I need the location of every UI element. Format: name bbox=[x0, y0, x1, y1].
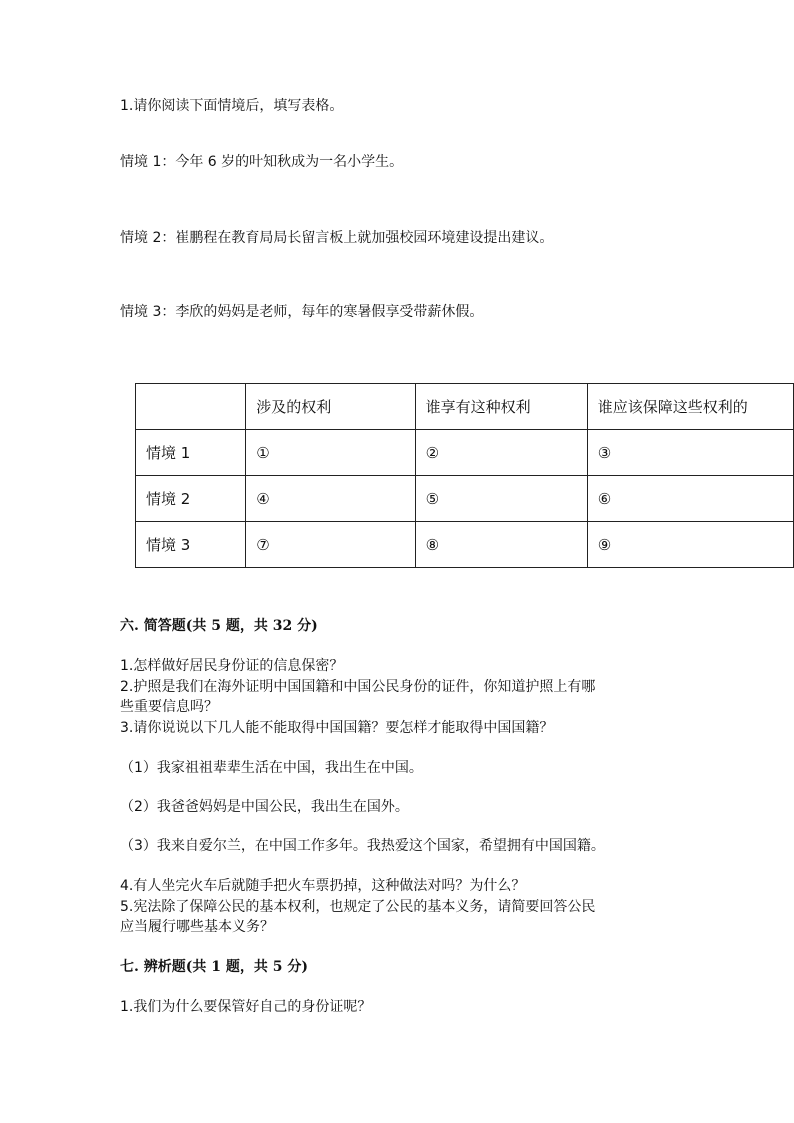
table-cell: ⑥ bbox=[587, 476, 793, 522]
section-6-sub-item-3: （3）我来自爱尔兰，在中国工作多年。我热爱这个国家，希望拥有中国国籍。 bbox=[120, 838, 605, 854]
table-cell: 情境 3 bbox=[136, 522, 246, 568]
scenario-1: 情境 1：今年 6 岁的叶知秋成为一名小学生。 bbox=[120, 154, 404, 170]
table-header-cell: 谁享有这种权利 bbox=[415, 384, 587, 430]
section-6-question-2-line-2: 些重要信息吗？ bbox=[120, 699, 218, 715]
section-6-sub-item-2: （2）我爸爸妈妈是中国公民，我出生在国外。 bbox=[120, 799, 409, 815]
section-6-question-1: 1.怎样做好居民身份证的信息保密？ bbox=[120, 658, 344, 674]
table-header-cell bbox=[136, 384, 246, 430]
section-6-question-4: 4.有人坐完火车后就随手把火车票扔掉，这种做法对吗？为什么？ bbox=[120, 878, 526, 894]
table-cell: ⑦ bbox=[246, 522, 415, 568]
table-cell: 情境 1 bbox=[136, 430, 246, 476]
table-cell: ⑤ bbox=[415, 476, 587, 522]
section-6-question-5-line-1: 5.宪法除了保障公民的基本权利，也规定了公民的基本义务，请简要回答公民 bbox=[120, 899, 596, 915]
table-header-row bbox=[136, 384, 794, 430]
section-6-question-2-line-1: 2.护照是我们在海外证明中国国籍和中国公民身份的证件，你知道护照上有哪 bbox=[120, 679, 596, 695]
table-cell: ① bbox=[246, 430, 415, 476]
table-cell: ④ bbox=[246, 476, 415, 522]
section-6-sub-item-1: （1）我家祖祖辈辈生活在中国，我出生在中国。 bbox=[120, 760, 423, 776]
intro-question: 1.请你阅读下面情境后，填写表格。 bbox=[120, 98, 344, 114]
rights-table bbox=[135, 383, 794, 568]
table-cell: ⑨ bbox=[587, 522, 793, 568]
scenario-3: 情境 3：李欣的妈妈是老师，每年的寒暑假享受带薪休假。 bbox=[120, 304, 484, 320]
section-7-title: 七. 辨析题(共 1 题，共 5 分) bbox=[120, 959, 308, 975]
table-cell: ② bbox=[415, 430, 587, 476]
table-cell: ③ bbox=[587, 430, 793, 476]
table-row bbox=[136, 522, 794, 568]
table-header-cell: 涉及的权利 bbox=[246, 384, 415, 430]
section-6-question-3: 3.请你说说以下几人能不能取得中国国籍？要怎样才能取得中国国籍？ bbox=[120, 720, 554, 736]
section-6-title: 六. 简答题(共 5 题，共 32 分) bbox=[120, 618, 318, 634]
table-row bbox=[136, 430, 794, 476]
section-7-question-1: 1.我们为什么要保管好自己的身份证呢？ bbox=[120, 999, 372, 1015]
table-cell: 情境 2 bbox=[136, 476, 246, 522]
table-row bbox=[136, 476, 794, 522]
table-header-cell: 谁应该保障这些权利的 bbox=[587, 384, 793, 430]
table-cell: ⑧ bbox=[415, 522, 587, 568]
scenario-2: 情境 2：崔鹏程在教育局局长留言板上就加强校园环境建设提出建议。 bbox=[120, 230, 554, 246]
section-6-question-5-line-2: 应当履行哪些基本义务？ bbox=[120, 919, 274, 935]
